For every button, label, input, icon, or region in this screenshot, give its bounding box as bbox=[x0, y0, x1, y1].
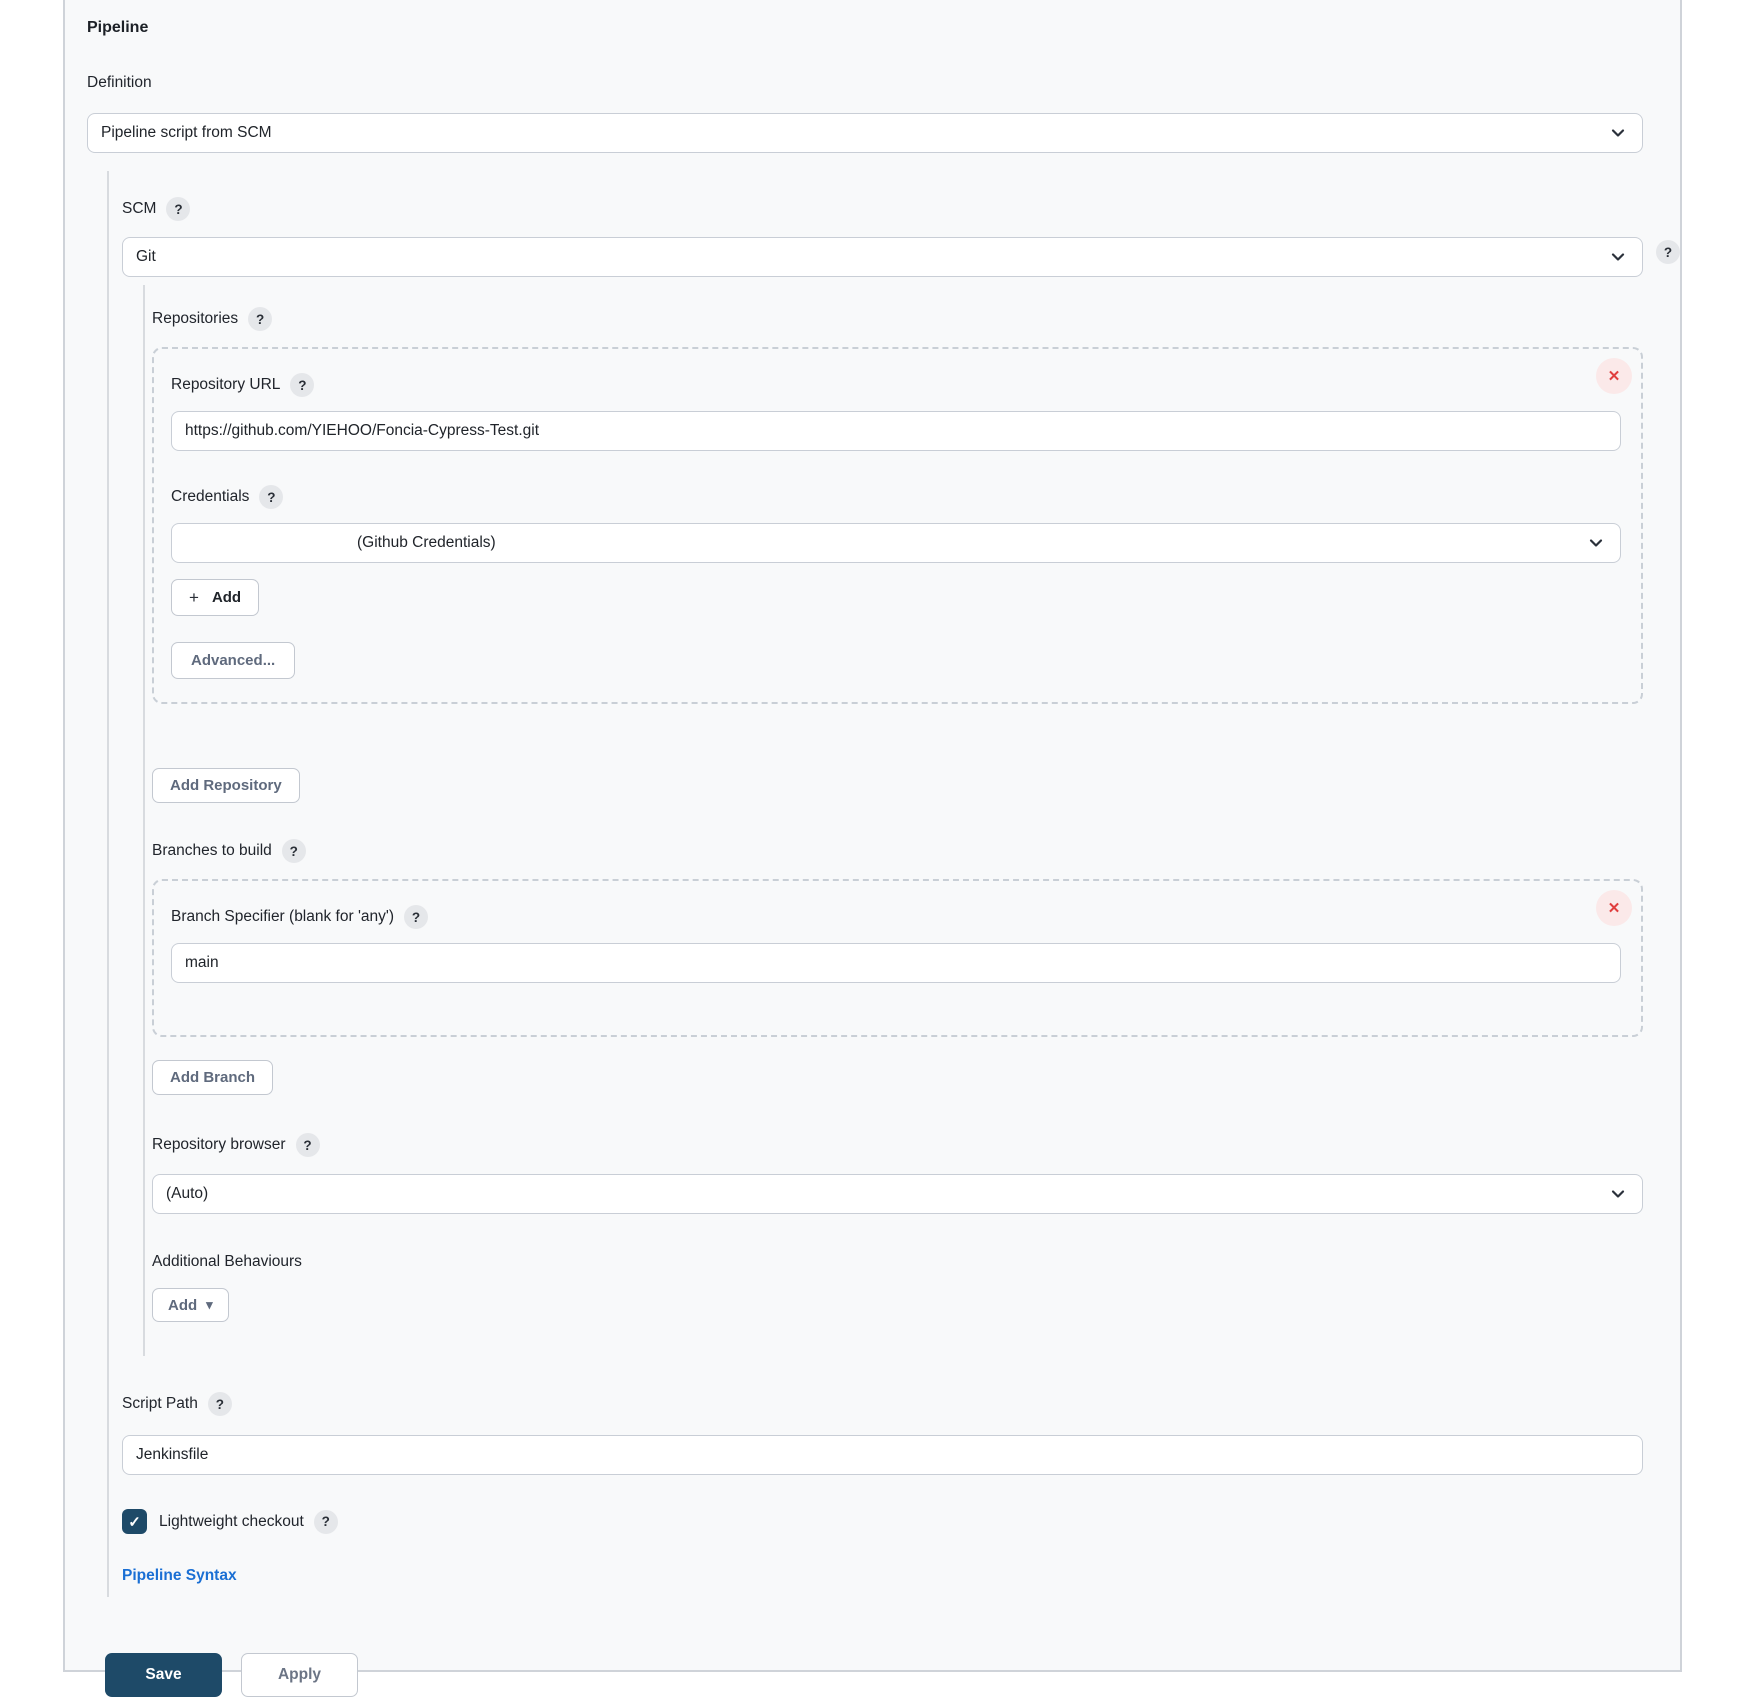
form-actions bbox=[105, 1653, 1643, 1697]
close-icon: ✕ bbox=[1607, 900, 1621, 917]
credentials-select[interactable] bbox=[171, 523, 1621, 563]
definition-label: Definition bbox=[87, 74, 152, 91]
repository-url-help-icon[interactable]: ? bbox=[290, 373, 314, 397]
definition-select-value: Pipeline script from SCM bbox=[101, 124, 272, 141]
save-button[interactable]: Save bbox=[105, 1653, 222, 1697]
script-path-input[interactable] bbox=[122, 1435, 1643, 1475]
lightweight-checkout-label: Lightweight checkout bbox=[159, 1512, 304, 1530]
chevron-down-icon bbox=[1587, 534, 1605, 557]
check-icon: ✓ bbox=[128, 1513, 141, 1531]
pipeline-syntax-link[interactable]: Pipeline Syntax bbox=[122, 1567, 237, 1584]
repository-browser-help-icon[interactable]: ? bbox=[296, 1133, 320, 1157]
advanced-button[interactable]: Advanced... bbox=[171, 642, 295, 679]
remove-branch-button[interactable] bbox=[1596, 890, 1632, 926]
page-title: Pipeline bbox=[87, 19, 149, 36]
script-path-label: Script Path ? bbox=[122, 1392, 1643, 1416]
git-help-icon[interactable]: ? bbox=[1656, 240, 1680, 264]
definition-select[interactable] bbox=[87, 113, 1643, 153]
branches-help-icon[interactable]: ? bbox=[282, 839, 306, 863]
pipeline-config-panel bbox=[63, 0, 1682, 1683]
git-scm-section bbox=[143, 285, 1643, 1356]
caret-down-icon: ▾ bbox=[206, 1297, 213, 1312]
remove-repository-button[interactable] bbox=[1596, 358, 1632, 394]
repository-browser-select[interactable] bbox=[152, 1174, 1643, 1214]
chevron-down-icon bbox=[1609, 1185, 1627, 1208]
branch-block bbox=[152, 879, 1643, 1037]
chevron-down-icon bbox=[1609, 248, 1627, 271]
scm-select-value: Git bbox=[136, 248, 156, 265]
lightweight-checkout-help-icon[interactable]: ? bbox=[314, 1510, 338, 1534]
branch-specifier-input[interactable] bbox=[171, 943, 1621, 983]
repositories-help-icon[interactable]: ? bbox=[248, 307, 272, 331]
repository-url-input[interactable] bbox=[171, 411, 1621, 451]
branches-to-build-label: Branches to build ? bbox=[152, 839, 1643, 863]
scm-select[interactable] bbox=[122, 237, 1643, 277]
scm-help-icon[interactable]: ? bbox=[166, 197, 190, 221]
repository-url-label: Repository URL ? bbox=[171, 373, 1621, 397]
repository-block bbox=[152, 347, 1643, 704]
lightweight-checkout-row bbox=[122, 1509, 1643, 1534]
plus-icon: + bbox=[189, 587, 199, 607]
additional-behaviours-label: Additional Behaviours bbox=[152, 1253, 302, 1270]
credentials-select-value: (Github Credentials) bbox=[357, 534, 496, 551]
add-behaviour-button[interactable]: Add ▾ bbox=[152, 1288, 229, 1322]
branch-specifier-help-icon[interactable]: ? bbox=[404, 905, 428, 929]
repositories-label: Repositories ? bbox=[152, 307, 1643, 331]
repository-browser-select-value: (Auto) bbox=[166, 1185, 209, 1202]
definition-section bbox=[107, 171, 1673, 1597]
add-credentials-button[interactable]: + Add bbox=[171, 579, 259, 616]
add-branch-button[interactable]: Add Branch bbox=[152, 1060, 273, 1095]
scm-label: SCM ? bbox=[122, 171, 1643, 221]
credentials-help-icon[interactable]: ? bbox=[259, 485, 283, 509]
branch-specifier-label: Branch Specifier (blank for 'any') ? bbox=[171, 905, 1621, 929]
script-path-help-icon[interactable]: ? bbox=[208, 1392, 232, 1416]
close-icon: ✕ bbox=[1607, 368, 1621, 385]
lightweight-checkout-checkbox[interactable] bbox=[122, 1509, 147, 1534]
repository-browser-label: Repository browser ? bbox=[152, 1133, 1643, 1157]
add-repository-button[interactable]: Add Repository bbox=[152, 768, 300, 803]
chevron-down-icon bbox=[1609, 124, 1627, 147]
credentials-label: Credentials ? bbox=[171, 485, 1621, 509]
apply-button[interactable]: Apply bbox=[241, 1653, 358, 1697]
